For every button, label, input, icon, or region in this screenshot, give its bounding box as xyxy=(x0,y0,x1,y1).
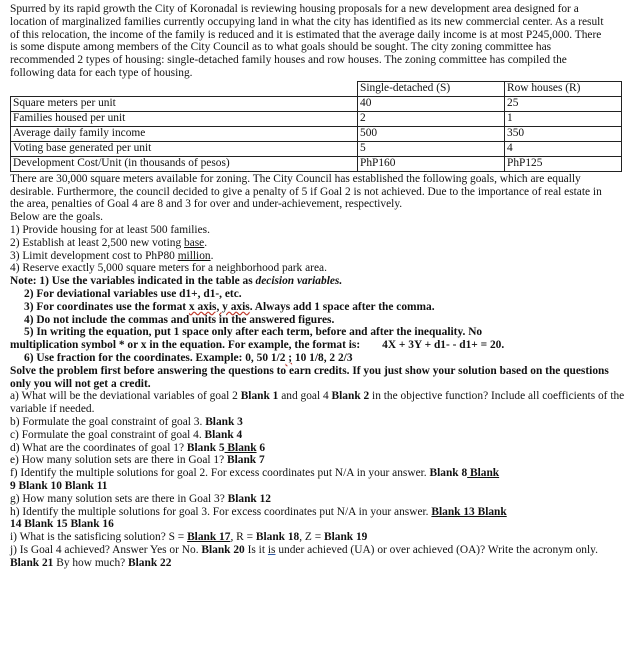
goal-2-text: 2) Establish at least 2,500 new voting xyxy=(10,236,184,249)
note-6-sep: ; xyxy=(285,351,293,364)
row-label: Development Cost/Unit (in thousands of pesos) xyxy=(11,156,358,171)
goal-3-text: 3) Limit development cost to PhP80 xyxy=(10,249,178,262)
cell-s: 500 xyxy=(358,126,505,141)
note-5b xyxy=(10,339,628,352)
cell-s: PhP160 xyxy=(358,156,505,171)
note-1-emphasis: decision variables. xyxy=(255,275,343,288)
goal-4: 4) Reserve exactly 5,000 square meters for a neighborhood park area. xyxy=(10,262,327,275)
q-text: b) Formulate the goal constraint of goal 3. xyxy=(10,415,206,428)
housing-data-table xyxy=(10,81,622,172)
blank-4[interactable]: Blank 4 xyxy=(204,428,243,441)
note-6 xyxy=(10,352,628,365)
cell-r: 1 xyxy=(505,111,622,126)
table-row xyxy=(11,111,622,126)
question-j xyxy=(10,544,628,570)
cell-r: 350 xyxy=(505,126,622,141)
note-3-text: 3) For coordinates use the format xyxy=(24,300,189,313)
table-row xyxy=(11,141,622,156)
table-row xyxy=(11,156,622,171)
q-text: d) What are the coordinates of goal 1? xyxy=(10,441,187,454)
q-text: g) How many solution sets are there in Goal 3? xyxy=(10,492,228,505)
row-label: Average daily family income xyxy=(11,126,358,141)
blank-6-label[interactable]: Blank xyxy=(224,441,257,454)
blank-17[interactable]: Blank 17 xyxy=(187,531,231,544)
question-e xyxy=(10,454,628,467)
note-6-text: 6) Use fraction for the coordinates. Example: 0, 50 1/2 xyxy=(24,351,286,364)
note-2: 2) For deviational variables use d1+, d1-, etc. xyxy=(24,287,242,300)
cell-r: 4 xyxy=(505,141,622,156)
goal-3 xyxy=(10,250,628,263)
blank-9-label[interactable]: Blank xyxy=(467,467,500,480)
table-row xyxy=(11,96,622,111)
cell-s: 2 xyxy=(358,111,505,126)
blank-20[interactable]: Blank 20 xyxy=(201,543,245,556)
q-text: e) How many solution sets are there in Goal 1? xyxy=(10,454,227,467)
blank-21[interactable]: Blank 21 xyxy=(10,556,54,569)
q-text: c) Formulate the goal constraint of goal 4. xyxy=(10,428,205,441)
q-text: By how much? xyxy=(53,556,129,569)
goal-1: 1) Provide housing for at least 500 families. xyxy=(10,223,210,236)
document-page xyxy=(10,3,628,569)
goal-2-end: . xyxy=(204,236,208,249)
q-text: , Z = xyxy=(299,531,325,544)
q-text: a) What will be the deviational variables of goal 2 xyxy=(10,390,241,403)
solve-instruction: Solve the problem first before answering the questions to earn credits. If you just show your solution based on the questions only you will not get a credit. xyxy=(10,364,609,390)
question-b xyxy=(10,416,628,429)
blank-6-number[interactable]: 6 xyxy=(256,441,266,454)
note-5b-text: multiplication symbol * or x in the equation. For example, the format is: xyxy=(10,339,361,352)
zoning-paragraph: There are 30,000 square meters available for zoning. The City Council has established the following goals, which are equally desirable. Furthermore, the council decided to give a penalty of 5 if Goal 2 is not achieved. Due to the importance of real estate in the area, penalties of Goal 4 are 8 and 3 for over and under-achievement, respectively. xyxy=(10,172,602,211)
q-text: in the objective function? Include all coefficients of the variable if needed. xyxy=(10,390,625,416)
header-row-houses: Row houses (R) xyxy=(505,81,622,96)
blank-7[interactable]: Blank 7 xyxy=(227,454,265,467)
intro-paragraph: Spurred by its rapid growth the City of Koronadal is reviewing housing proposals for a new development area designed for a location of marginalized families currently occupying land in what the city has identified as its new commercial center. As a result of this relocation, the income of the family is reduced and it is estimated that the average daily income is at most P245,000. There is some dispute among members of the City Council as to what goals should be sought. The city zoning committee has recommended 2 types of housing: single-detached family houses and row houses. The zoning committee has compiled the following data for each type of housing. xyxy=(10,3,604,79)
question-c xyxy=(10,429,628,442)
row-label: Voting base generated per unit xyxy=(11,141,358,156)
question-f xyxy=(10,467,628,480)
goal-2-underlined: base xyxy=(184,236,205,249)
note-3-format: x axis, y axis xyxy=(188,300,250,313)
goals-heading: Below are the goals. xyxy=(10,211,103,224)
question-h xyxy=(10,506,628,519)
blank-18[interactable]: Blank 18 xyxy=(255,531,300,544)
q-text: , R = xyxy=(230,531,256,544)
question-a xyxy=(10,390,628,416)
q-text: f) Identify the multiple solutions for goal 2. For excess coordinates put N/A in your answer. xyxy=(10,467,430,480)
q-text: Is it xyxy=(244,543,268,556)
goal-2 xyxy=(10,237,628,250)
q-text: j) Is Goal 4 achieved? Answer Yes or No. xyxy=(10,543,202,556)
q-text: under achieved (UA) or over achieved (OA)? Write the acronym only. xyxy=(275,543,598,556)
note-1-text: Note: 1) Use the variables indicated in the table as xyxy=(10,275,256,288)
table-row xyxy=(11,126,622,141)
blank-19[interactable]: Blank 19 xyxy=(324,531,368,544)
note-3 xyxy=(10,301,628,314)
table-header-row xyxy=(11,81,622,96)
question-g xyxy=(10,493,628,506)
question-h-continued[interactable]: 14 Blank 15 Blank 16 xyxy=(10,518,114,531)
row-label: Families housed per unit xyxy=(11,111,358,126)
q-text: h) Identify the multiple solutions for goal 3. For excess coordinates put N/A in your answer. xyxy=(10,505,432,518)
question-d xyxy=(10,442,628,455)
note-4: 4) Do not include the commas and units in the answered figures. xyxy=(24,313,335,326)
note-6-end: 10 1/8, 2 2/3 xyxy=(292,351,353,364)
blank-12[interactable]: Blank 12 xyxy=(227,492,272,505)
blank-3[interactable]: Blank 3 xyxy=(205,415,243,428)
note-5a: 5) In writing the equation, put 1 space only after each term, before and after the inequality. No xyxy=(24,326,483,339)
blank-2[interactable]: Blank 2 xyxy=(331,390,370,403)
question-i xyxy=(10,531,628,544)
equation-example: 4X + 3Y + d1- - d1+ = 20. xyxy=(382,339,505,352)
blank-13[interactable]: Blank 13 Blank xyxy=(431,505,507,518)
cell-s: 5 xyxy=(358,141,505,156)
q-text: i) What is the satisficing solution? S = xyxy=(10,531,188,544)
goal-3-end: . xyxy=(210,249,214,262)
row-label: Square meters per unit xyxy=(11,96,358,111)
header-single-detached: Single-detached (S) xyxy=(358,81,505,96)
blank-1[interactable]: Blank 1 xyxy=(240,390,279,403)
question-f-continued[interactable]: 9 Blank 10 Blank 11 xyxy=(10,479,108,492)
note-3-end: . Always add 1 space after the comma. xyxy=(249,300,435,313)
q-text: and goal 4 xyxy=(278,390,332,403)
blank-22[interactable]: Blank 22 xyxy=(128,556,172,569)
blank-5[interactable]: Blank 5 xyxy=(186,441,225,454)
goal-3-underlined: million xyxy=(177,249,211,262)
grammar-flag: is xyxy=(267,543,276,556)
table-corner-cell xyxy=(11,81,358,96)
blank-8[interactable]: Blank 8 xyxy=(429,467,468,480)
cell-r: 25 xyxy=(505,96,622,111)
cell-r: PhP125 xyxy=(505,156,622,171)
note-1 xyxy=(10,275,628,288)
cell-s: 40 xyxy=(358,96,505,111)
